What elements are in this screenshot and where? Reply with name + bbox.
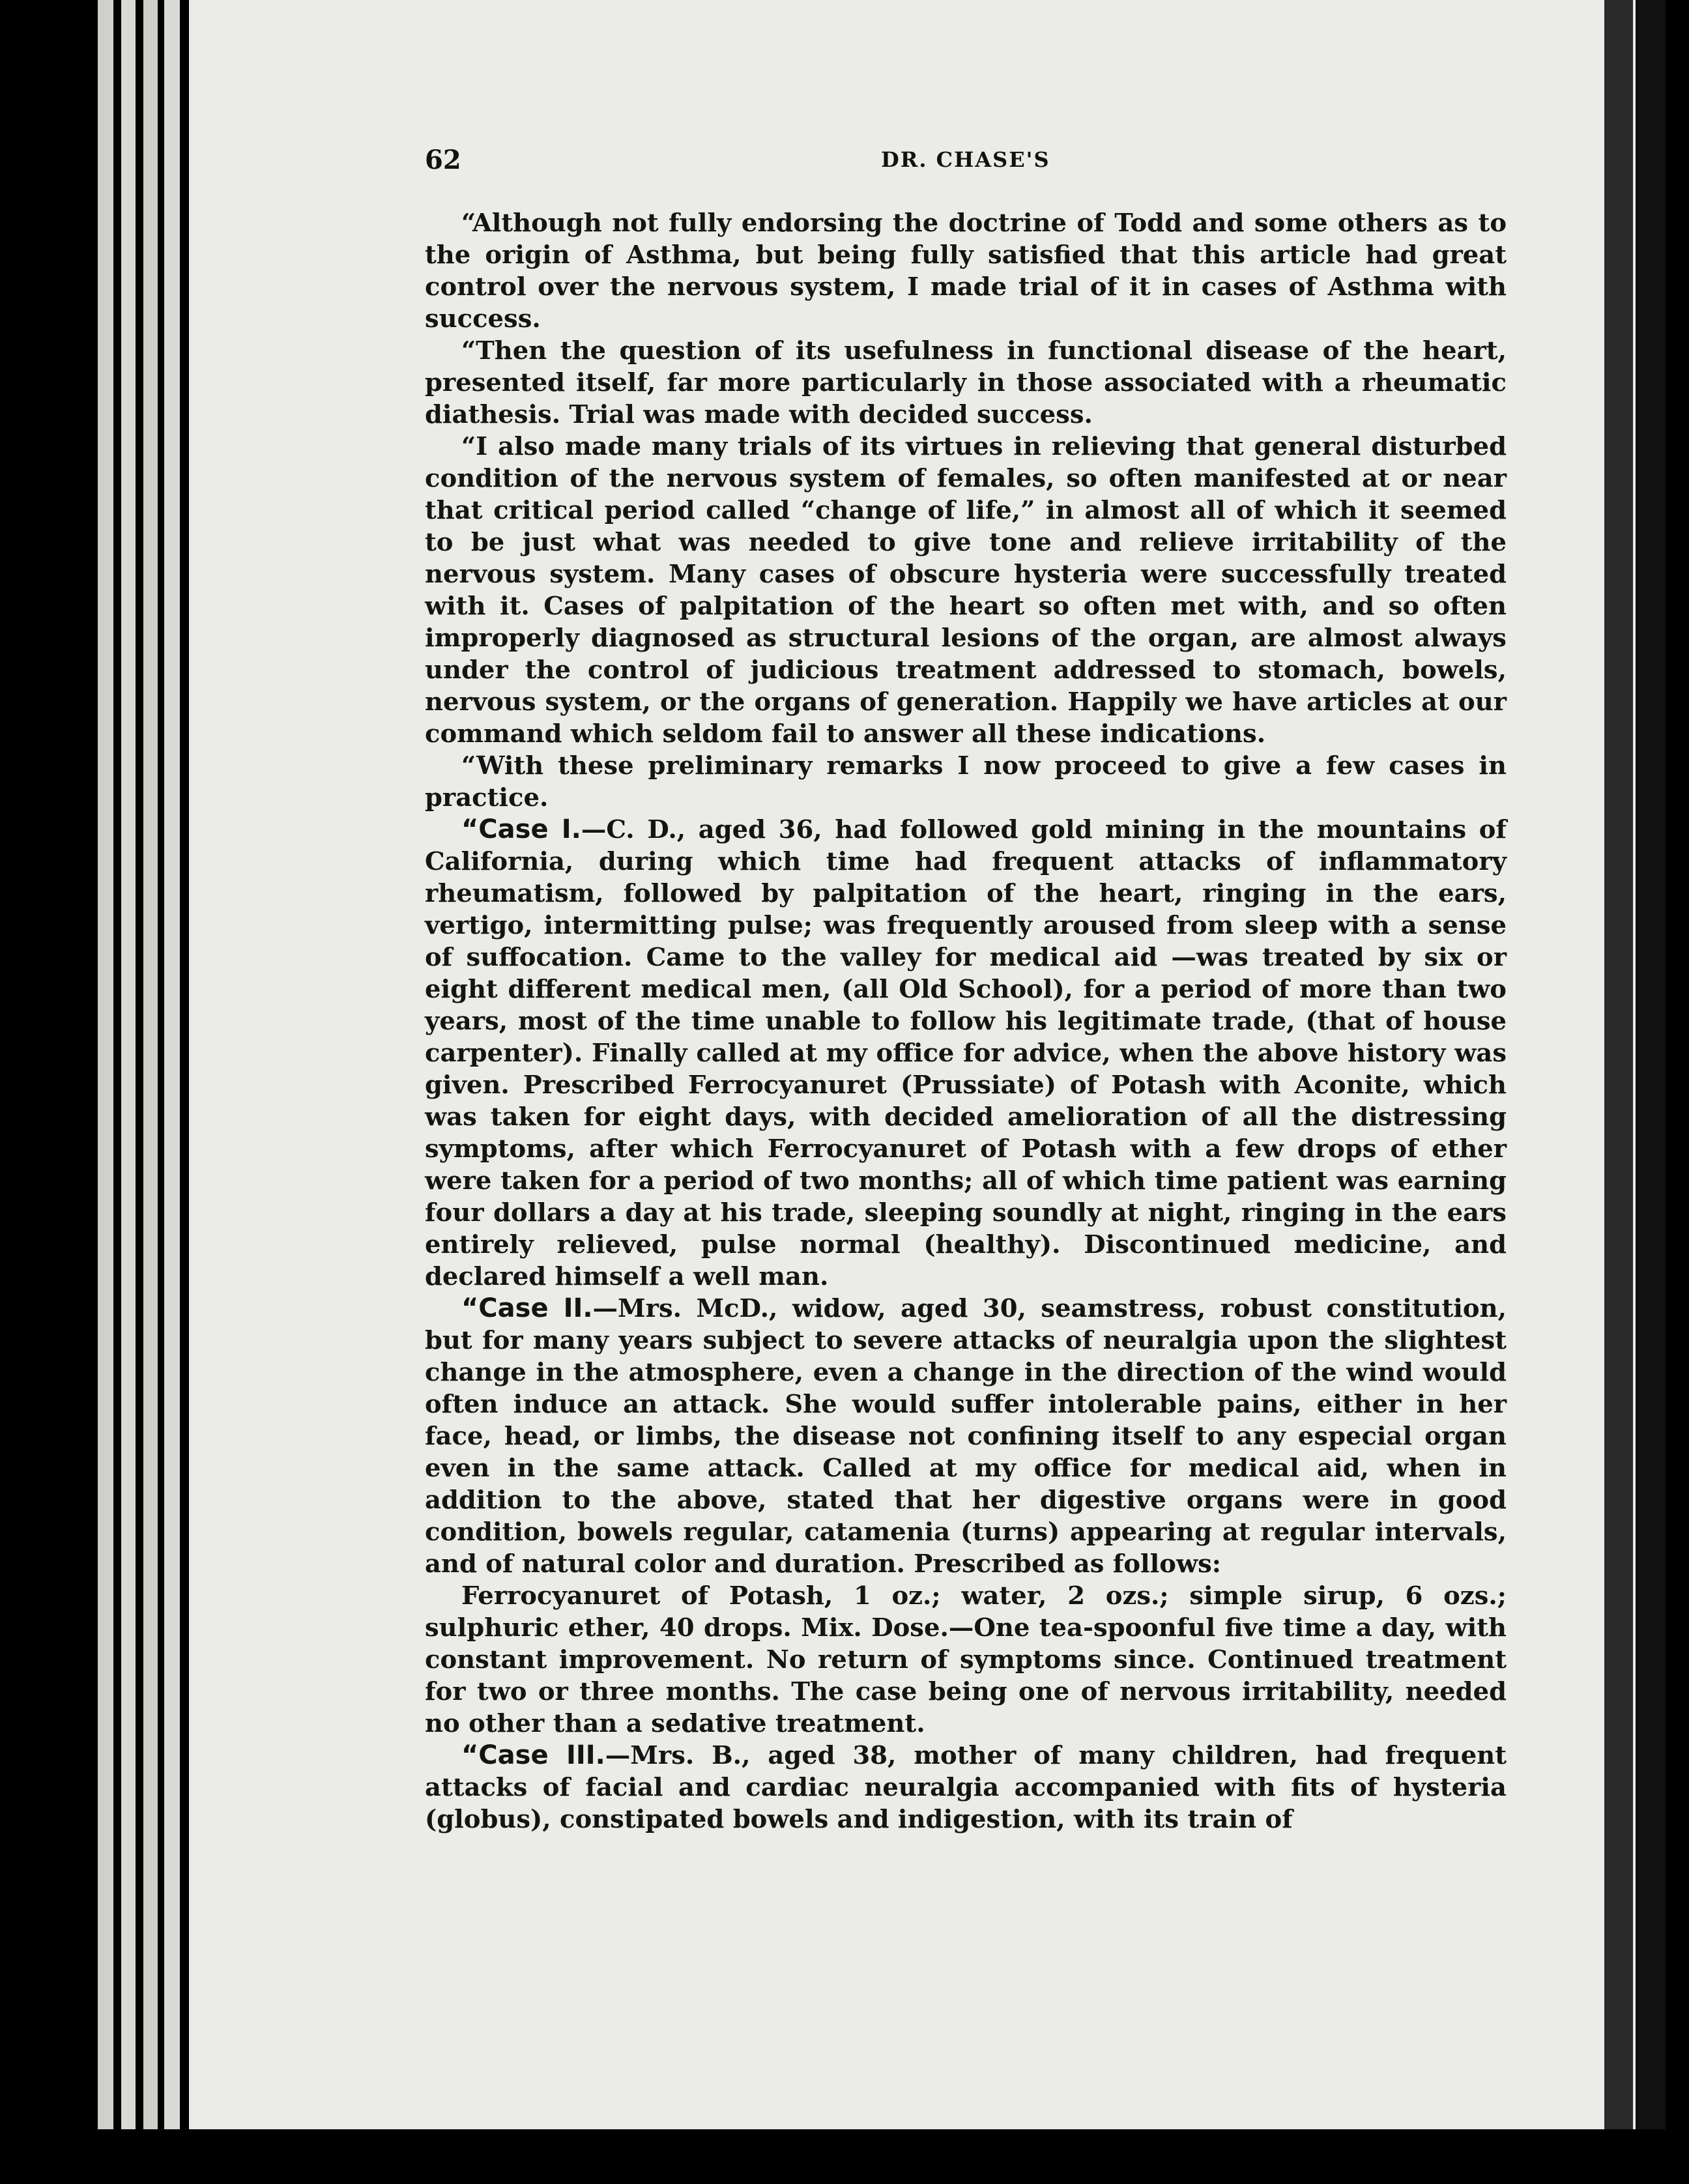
case-paragraph [425, 814, 1507, 1293]
case-heading: “Case I. [461, 814, 581, 844]
page-edge [164, 0, 180, 2144]
paragraph-text: —Mrs. McD., widow, aged 30, seamstress, robust constitution, but for many years subject to severe attacks of neuralgia upon the slightest change in the atmosphere, even a change in the direction of the wind would often induce an attack. She would suffer intolerable pains, either in her face, head, or limbs, the disease not confining itself to any especial organ even in the same attack. Called at my office for medical aid, when in addition to the above, stated that her digestive organs were in good condition, bowels regular, catamenia (turns) appearing at regular intervals, and of natural color and duration. Prescribed as follows: [425, 1294, 1507, 1579]
case-heading: “Case III. [461, 1740, 605, 1770]
page-edge [98, 0, 113, 2144]
scan-border-bottom [0, 2129, 1689, 2184]
paragraph-text: Ferrocyanuret of Potash, 1 oz.; water, 2 ozs.; simple sirup, 6 ozs.; sulphuric ether, 40 drops. Mix. Dose.—One tea-spoonful five time a day, with constant improvement. No return of symptoms since. Continued treatment for two or three months. The case being one of nervous irritability, needed no other than a sedative treatment. [425, 1581, 1507, 1738]
paragraph-text: “Although not fully endorsing the doctrine of Todd and some others as to the origin of Asthma, but being fully satisfied that this article had great control over the nervous system, I made trial of it in cases of Asthma with success. [425, 208, 1507, 334]
paragraph [425, 431, 1507, 750]
page-edge [143, 0, 158, 2144]
paragraph-text: —Mrs. B., aged 38, mother of many children, had frequent attacks of facial and cardiac neuralgia accompanied with fits of hysteria (globus), constipated bowels and indigestion, with its train of [425, 1741, 1507, 1834]
paragraph [425, 750, 1507, 814]
prescription-paragraph [425, 1580, 1507, 1740]
scan-border [1636, 0, 1666, 2184]
case-paragraph [425, 1293, 1507, 1580]
paragraph-text: “Then the question of its usefulness in functional disease of the heart, presented itself, far more particularly in those associated with a rheumatic diathesis. Trial was made with decided success. [425, 336, 1507, 429]
page-number: 62 [425, 145, 461, 175]
page-gutter-shadow [1604, 0, 1633, 2131]
paragraph-text: “With these preliminary remarks I now proceed to give a few cases in practice. [425, 751, 1507, 812]
page-header [425, 145, 1500, 184]
paragraph-text: “I also made many trials of its virtues in relieving that general disturbed condition of the nervous system of females, so often manifested at or near that critical period called “change of life,” in almost all of which it seemed to be just what was needed to give tone and relieve irritability of the nervous system. Many cases of obscure hysteria were successfully treated with it. Cases of palpitation of the heart so often met with, and so often improperly diagnosed as structural lesions of the organ, are almost always under the control of judicious treatment addressed to stomach, bowels, nervous system, or the organs of generation. Happily we have articles at our command which seldom fail to answer all these indications. [425, 432, 1507, 749]
case-paragraph [425, 1740, 1507, 1835]
paragraph [425, 335, 1507, 431]
paragraph [425, 207, 1507, 335]
body-text [425, 207, 1507, 1835]
case-heading: “Case II. [461, 1293, 593, 1323]
page-edge [121, 0, 136, 2144]
running-head: DR. CHASE'S [881, 147, 1050, 172]
paragraph-text: —C. D., aged 36, had followed gold mining in the mountains of California, during which time had frequent attacks of inflammatory rheumatism, followed by palpitation of the heart, ringing in the ears, vertigo, intermitting pulse; was frequently aroused from sleep with a sense of suffocation. Came to the valley for medical aid —was treated by six or eight different medical men, (all Old School), for a period of more than two years, most of the time unable to follow his legitimate trade, (that of house carpenter). Finally called at my office for advice, when the above history was given. Prescribed Ferrocyanuret (Prussiate) of Potash with Aconite, which was taken for eight days, with decided amelioration of all the distressing symptoms, after which Ferrocyanuret of Potash with a few drops of ether were taken for a period of two months; all of which time patient was earning four dollars a day at his trade, sleeping soundly at night, ringing in the ears entirely relieved, pulse normal (healthy). Discontinued medicine, and declared himself a well man. [425, 815, 1507, 1291]
